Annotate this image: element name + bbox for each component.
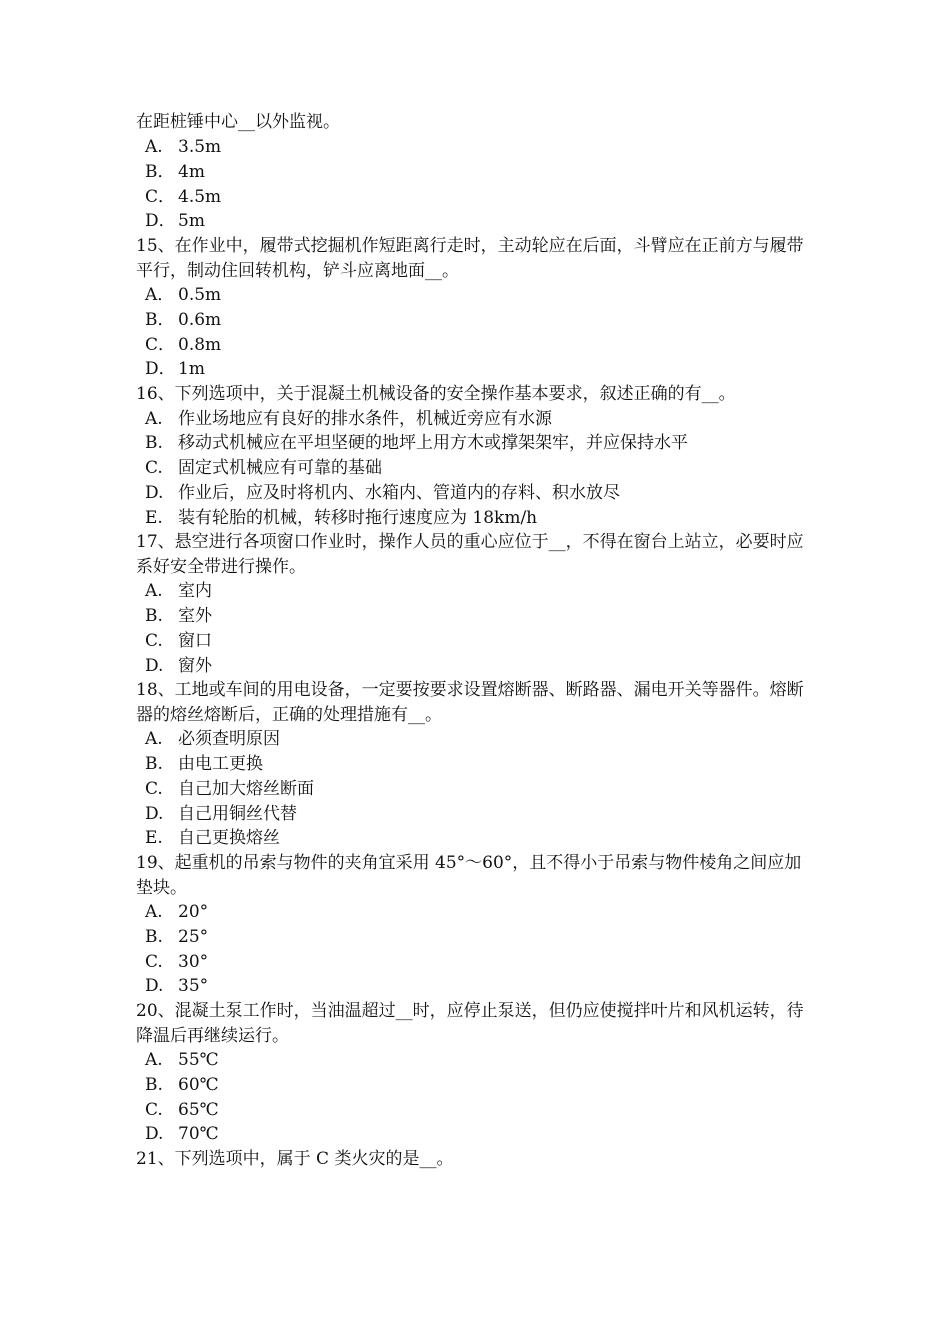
option-b (136, 160, 816, 185)
option-b (136, 752, 816, 777)
option-a (136, 1048, 816, 1073)
option-letter: D． (145, 211, 176, 232)
option-text: 作业后，应及时将机内、水箱内、管道内的存料、积水放尽 (178, 482, 620, 503)
option-text: 60℃ (178, 1074, 219, 1095)
option-text: 窗口 (178, 630, 212, 651)
option-text: 由电工更换 (178, 754, 263, 774)
option-a (136, 727, 816, 752)
option-text: 移动式机械应在平坦坚硬的地坪上用方木或撑架架牢，并应保持水平 (178, 433, 688, 454)
option-letter: A. (145, 137, 163, 157)
question-text: 19、起重机的吊索与物件的夹角宜采用 45°～60°，且不得小于吊索与物件棱角之间应加垫块。 (136, 853, 802, 898)
option-text: 4m (178, 161, 205, 182)
option-letter: A. (145, 902, 163, 922)
option-text: 20° (178, 902, 209, 922)
option-letter: C. (145, 630, 163, 651)
option-b (136, 925, 816, 950)
option-text: 0.6m (178, 309, 222, 330)
option-letter: D. (145, 803, 164, 824)
option-letter: B. (145, 433, 163, 454)
option-c (136, 1098, 816, 1123)
option-letter: C． (145, 186, 176, 207)
option-letter: B. (145, 606, 163, 626)
option-a (136, 579, 816, 604)
option-letter: C. (145, 778, 163, 799)
option-letter: A. (145, 581, 163, 602)
option-letter: B. (145, 754, 163, 774)
option-text: 4.5m (178, 186, 222, 207)
option-text: 35° (178, 976, 209, 997)
option-text: 70℃ (178, 1124, 219, 1145)
question-text: 15、在作业中，履带式挖掘机作短距离行走时，主动轮应在后面，斗臂应在正前方与履带平行，制动住回转机构，铲斗应离地面__。 (136, 236, 804, 281)
question-text: 20、混凝土泵工作时，当油温超过__时，应停止泵送，但仍应使搅拌叶片和风机运转，待降温后再继续运行。 (136, 1001, 804, 1046)
option-letter: D. (145, 655, 164, 676)
option-text: 65℃ (178, 1099, 219, 1120)
option-d (136, 974, 816, 999)
question-text: 17、悬空进行各项窗口作业时，操作人员的重心应位于__，不得在窗台上站立，必要时应系好安全带进行操作。 (136, 532, 804, 577)
option-d (136, 654, 816, 679)
question-text: 18、工地或车间的用电设备，一定要按要求设置熔断器、断路器、漏电开关等器件。熔断器的熔丝熔断后，正确的处理措施有__。 (136, 680, 804, 725)
option-a (136, 283, 816, 308)
option-letter: C. (145, 1099, 163, 1120)
option-a (136, 135, 816, 160)
option-text: 固定式机械应有可靠的基础 (178, 458, 382, 478)
option-text: 窗外 (178, 655, 212, 676)
option-d (136, 357, 816, 382)
option-text: 自己用铜丝代替 (178, 803, 297, 824)
option-a (136, 407, 816, 432)
option-letter: C. (145, 458, 163, 478)
option-letter: A. (145, 729, 163, 750)
option-letter: E. (145, 507, 163, 528)
option-letter: C. (145, 951, 163, 972)
option-d (136, 1122, 816, 1147)
option-text: 自己更换熔丝 (178, 828, 280, 849)
option-d (136, 209, 816, 234)
option-letter: D. (145, 482, 164, 503)
option-letter: B． (145, 161, 175, 182)
option-text: 0.5m (178, 285, 222, 305)
option-letter: A. (145, 408, 163, 429)
option-b (136, 1073, 816, 1098)
option-letter: D． (145, 359, 176, 380)
option-text: 室内 (178, 581, 212, 602)
question-text: 16、下列选项中，关于混凝土机械设备的安全操作基本要求，叙述正确的有__。 (136, 384, 736, 404)
option-a (136, 900, 816, 925)
option-e (136, 506, 816, 531)
option-text: 3.5m (178, 137, 222, 157)
option-letter: D. (145, 1124, 164, 1145)
option-text: 必须查明原因 (178, 729, 280, 750)
option-c (136, 333, 816, 358)
option-text: 装有轮胎的机械，转移时拖行速度应为 18km/h (178, 507, 538, 528)
option-c (136, 629, 816, 654)
option-text: 自己加大熔丝断面 (178, 778, 314, 799)
option-c (136, 185, 816, 210)
option-text: 1m (178, 359, 205, 380)
option-text: 30° (178, 951, 209, 972)
option-e (136, 826, 816, 851)
option-b (136, 604, 816, 629)
option-letter: B. (145, 1074, 163, 1095)
option-text: 5m (178, 211, 205, 232)
option-text: 55℃ (178, 1050, 219, 1070)
option-b (136, 431, 816, 456)
option-text: 25° (178, 926, 209, 947)
option-d (136, 481, 816, 506)
document-page (136, 110, 816, 1172)
option-text: 室外 (178, 606, 212, 626)
option-letter: E. (145, 828, 163, 849)
option-text: 0.8m (178, 334, 222, 355)
option-c (136, 456, 816, 481)
option-letter: A． (145, 285, 175, 305)
option-text: 作业场地应有良好的排水条件，机械近旁应有水源 (178, 408, 552, 429)
option-d (136, 802, 816, 827)
option-letter: D. (145, 976, 164, 997)
option-letter: B． (145, 309, 175, 330)
option-c (136, 950, 816, 975)
option-letter: B. (145, 926, 163, 947)
option-letter: A. (145, 1050, 163, 1070)
option-letter: C． (145, 334, 176, 355)
option-b (136, 308, 816, 333)
option-c (136, 777, 816, 802)
question-text: 21、下列选项中，属于 C 类火灾的是__。 (136, 1149, 454, 1169)
question-text: 在距桩锤中心__以外监视。 (136, 112, 340, 132)
